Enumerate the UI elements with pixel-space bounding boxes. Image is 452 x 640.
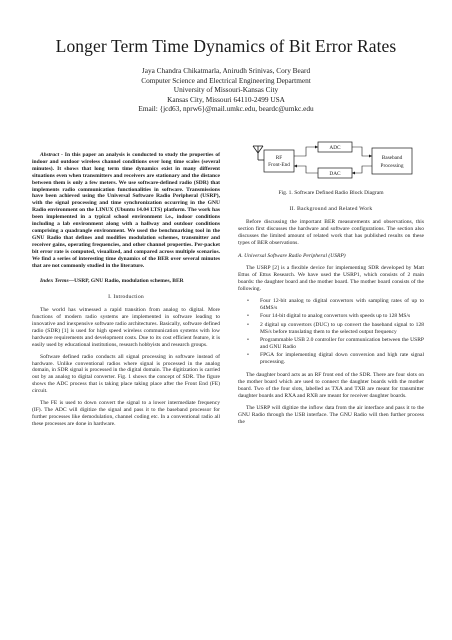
figure-caption: Fig. 1. Software Defined Radio Block Diagram	[278, 190, 384, 196]
list-item: • 2 digital up convertors (DUC) to up convert the baseband signal to 128 MS/s before translating them to the selected output frequency	[258, 322, 424, 336]
index-terms-label: Index Terms	[40, 278, 69, 285]
index-terms	[32, 278, 220, 285]
left-column	[32, 152, 220, 433]
list-item: • Programmable USB 2.0 controller for communication between the USRP and GNU Radio	[258, 337, 424, 351]
motherboard-feature-list	[238, 298, 424, 366]
intro-paragraph-2: Software defined radio conducts all signal processing in software instead of hardware. Unlike conventional radios where signal is processed in the analog domain, in SDR signal is processed in the digital domain. The digitization is carried out by an analog to digital converter. Fig. 1 shows the concept of SDR. The figure shows the ADC process that is taking place taking place after the Front End (FE) circuit.	[32, 353, 220, 395]
abstract-label: Abstract	[40, 152, 60, 158]
department: Computer Science and Electrical Engineering Department	[141, 75, 311, 85]
intro-paragraph-1: The world has witnessed a rapid transition from analog to digital. More functions of modern radio systems are implemented in software leading to innovative and inexpensive software radio architectures. Basically, software defined radio (SDR) [1] is used for high speed wireless communication systems with low hardware requirements and development costs. Due to its cost efficient feature, it is easily used by educational institutions, research hobbyists and research groups.	[32, 307, 220, 348]
sdr-block-diagram	[238, 140, 424, 184]
author-names: Jaya Chandra Chikatmarla, Anirudh Srinivas, Cory Beard	[141, 66, 311, 75]
baseband-label-1: Baseband	[381, 155, 403, 161]
address: Kansas City, Missouri 64110-2499 USA	[167, 94, 285, 104]
list-item: • Four 14-bit digital to analog convertors with speeds up to 128 MS/s	[258, 313, 424, 320]
usrp-paragraph-3: The USRP will digitize the inflow data from the air interface and pass it to the GNU Radio through the USB interface. The GNU Radio will then further process the	[238, 404, 424, 425]
dac-label: DAC	[329, 171, 341, 177]
right-column	[238, 140, 424, 430]
index-terms-text: —USRP, GNU Radio, modulation schemes, BER	[68, 278, 184, 285]
paper-title: Longer Term Time Dynamics of Bit Error Rates	[55, 36, 397, 56]
usrp-paragraph-2: The daughter board acts as an RF front end of the SDR. There are four slots on the mother board which are used to connect the daughter boards with the mother board. Two of the four slots, labelled as TXA and TXB are meant for transmitter daughter boards and RXA and RXB are meant for receiver daughter boards.	[238, 372, 424, 399]
list-item: • FPGA for implementing digital down conversion and high rate signal processing.	[258, 352, 424, 366]
abstract-text: - In this paper an analysis is conducted to study the properties of indoor and outdoor wireless channel conditions over long time scales (several minutes). It shows that long term time dynamics exist in many different situations even when transmitters and receivers are stationary and the distance between them is only a few meters. We use software-defined radio (SDR) that implements radio communication functionalities in software. Transmissions have been achieved using the Universal Software Radio Peripheral (USRP), with the signal processing and time synchronization occurring in the GNU Radio environment on the LINUX (Ubuntu 14.04 LTS) platform. The work has been implemented in a typical school environment i.e., indoor conditions including a lab environment along with a hallway and outdoor conditions comprising a quadrangle environment. We used the benchmarking tool in the GNU Radio that defines and modifies modulation schemes, transmitter and receiver gains, operating frequencies, and other channel properties. Per-packet bit error rate is computed, visualized, and compared across multiple scenarios. We find a series of interesting time dynamics of the BER over several minutes that are not commonly studied in the literature.	[32, 152, 220, 269]
rf-label-2: Front-End	[268, 162, 290, 168]
usrp-paragraph-1: The USRP [2] is a flexible device for implementing SDR developed by Matt Ettus of Ettus Research. We have used the USRP1, which consists of 2 main boards: the daughter board and the mother board. The mother board consists of the following.	[238, 265, 424, 293]
email: Email: {jcd63, nprw6}@mail.umkc.edu, beardc@umkc.edu	[138, 104, 314, 114]
subsection-heading-usrp: A. Universal Software Radio Peripheral (USRP)	[238, 253, 346, 260]
rf-frontend-box	[264, 150, 294, 172]
section-heading-introduction: I. Introduction	[108, 294, 144, 301]
abstract	[32, 152, 220, 269]
adc-label: ADC	[329, 145, 341, 151]
university: University of Missouri-Kansas City	[173, 85, 279, 95]
baseband-box	[372, 148, 412, 174]
section-heading-background: II. Background and Related Work	[289, 205, 373, 212]
intro-paragraph-3: The FE is used to down convert the signal to a lower intermediate frequency (IF). The ADC will digitize the signal and pass it to the baseband processor for further processes like demodulation, channel coding etc. In a conventional radio all these processes are done in hardware.	[32, 400, 220, 427]
sdr-diagram-svg	[238, 140, 424, 184]
rf-label-1: RF	[275, 155, 283, 161]
antenna-icon	[253, 146, 264, 160]
author-block	[0, 66, 452, 114]
list-item: • Four 12-bit analog to digital convertors with sampling rates of up to 64MS/s	[258, 298, 424, 312]
background-paragraph-1: Before discussing the important BER measurements and observations, this section first discusses the hardware and software configurations. The section also discusses the limited amount of related work that has published results on these types of BER observations.	[238, 218, 424, 246]
baseband-label-2: Processing	[380, 163, 404, 169]
